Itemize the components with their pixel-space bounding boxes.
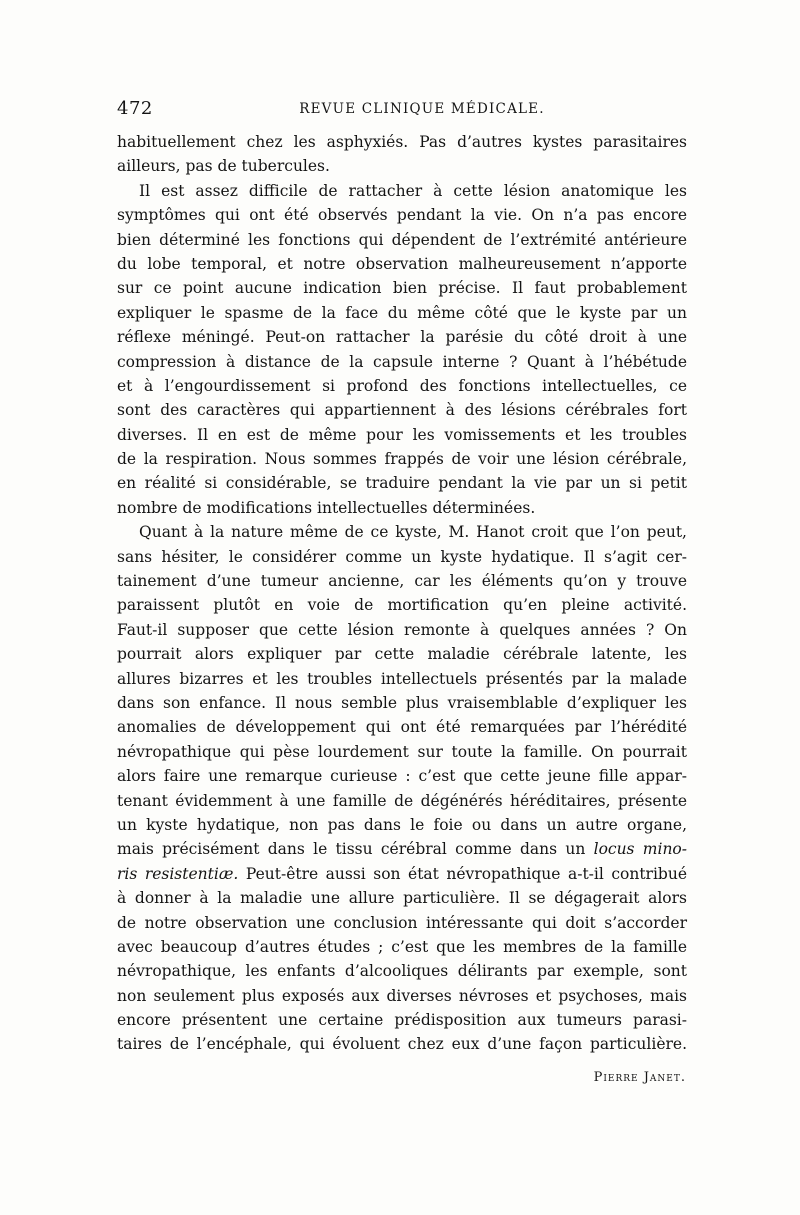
article-body	[117, 130, 687, 1057]
text-line: névropathique qui pèse lourdement sur toute la famille. On pourrait	[117, 742, 687, 761]
text-line: Faut-il supposer que cette lésion remonte à quelques années ? On	[117, 620, 687, 639]
text-line: bien déterminé les fonctions qui dépendent de l’extrémité antérieure	[117, 230, 687, 249]
text-line: du lobe temporal, et notre observation malheureusement n’apporte	[117, 254, 687, 273]
text-line: allures bizarres et les troubles intellectuels présentés par la malade	[117, 669, 687, 688]
text-line: nombre de modifications intellectuelles déterminées.	[117, 498, 536, 517]
text-line: compression à distance de la capsule interne ? Quant à l’hébétude	[117, 352, 687, 371]
text-line: de notre observation une conclusion intéressante qui doit s’accorder	[117, 913, 687, 932]
text-line: et à l’engourdissement si profond des fonctions intellectuelles, ce	[117, 376, 687, 395]
text-segment: Peut-être aussi son état névropathique a-t-il contribué	[245, 864, 687, 883]
text-line: réflexe méningé. Peut-on rattacher la parésie du côté droit à une	[117, 328, 687, 347]
journal-title: REVUE CLINIQUE MÉDICALE.	[299, 101, 545, 117]
text-line: Quant à la nature même de ce kyste, M. Hanot croit que l’on peut,	[139, 523, 687, 542]
text-line: anomalies de développement qui ont été remarquées par l’hérédité	[117, 718, 687, 737]
text-line: tenant évidemment à une famille de dégénérés héréditaires, présente	[117, 791, 687, 810]
text-line: dans son enfance. Il nous semble plus vraisemblable d’expliquer les	[117, 693, 687, 712]
text-line: de la respiration. Nous sommes frappés de voir une lésion cérébrale,	[117, 450, 687, 469]
running-header	[117, 98, 687, 126]
text-line: encore présentent une certaine prédisposition aux tumeurs parasi-	[117, 1011, 687, 1030]
page-number: 472	[117, 98, 153, 119]
text-line: à donner à la maladie une allure particulière. Il se dégagerait alors	[117, 889, 687, 908]
text-line: sans hésiter, le considérer comme un kyste hydatique. Il s’agit cer-	[117, 547, 687, 566]
text-line: un kyste hydatique, non pas dans le foie ou dans un autre organe,	[117, 815, 687, 834]
text-line: alors faire une remarque curieuse : c’est que cette jeune fille appar-	[117, 767, 687, 786]
text-line: avec beaucoup d’autres études ; c’est que les membres de la famille	[117, 937, 687, 956]
author-signature: Pierre Janet.	[593, 1070, 686, 1085]
italic-term: locus mino-	[593, 840, 687, 859]
italic-term: ris resistentiæ.	[117, 864, 239, 883]
text-line: sont des caractères qui appartiennent à des lésions cérébrales fort	[117, 401, 687, 420]
text-line: ailleurs, pas de tubercules.	[117, 157, 330, 176]
text-line: en réalité si considérable, se traduire pendant la vie par un si petit	[117, 474, 687, 493]
text-segment: mais précisément dans le tissu cérébral comme dans un	[117, 840, 586, 859]
text-line: Il est assez difficile de rattacher à cette lésion anatomique les	[139, 181, 687, 200]
text-line: diverses. Il en est de même pour les vomissements et les troubles	[117, 425, 687, 444]
text-line: paraissent plutôt en voie de mortification qu’en pleine activité.	[117, 596, 687, 615]
text-line: expliquer le spasme de la face du même côté que le kyste par un	[117, 303, 687, 322]
text-line: taires de l’encéphale, qui évoluent chez eux d’une façon particulière.	[117, 1035, 687, 1054]
text-line: névropathique, les enfants d’alcooliques délirants par exemple, sont	[117, 962, 687, 981]
text-line	[117, 837, 687, 861]
text-line: symptômes qui ont été observés pendant la vie. On n’a pas encore	[117, 206, 687, 225]
text-line: sur ce point aucune indication bien précise. Il faut probablement	[117, 279, 687, 298]
text-line	[117, 862, 687, 886]
text-line: tainement d’une tumeur ancienne, car les éléments qu’on y trouve	[117, 572, 687, 591]
text-line: non seulement plus exposés aux diverses névroses et psychoses, mais	[117, 986, 687, 1005]
text-line: habituellement chez les asphyxiés. Pas d’autres kystes parasitaires	[117, 133, 687, 151]
text-line: pourrait alors expliquer par cette maladie cérébrale latente, les	[117, 645, 687, 664]
